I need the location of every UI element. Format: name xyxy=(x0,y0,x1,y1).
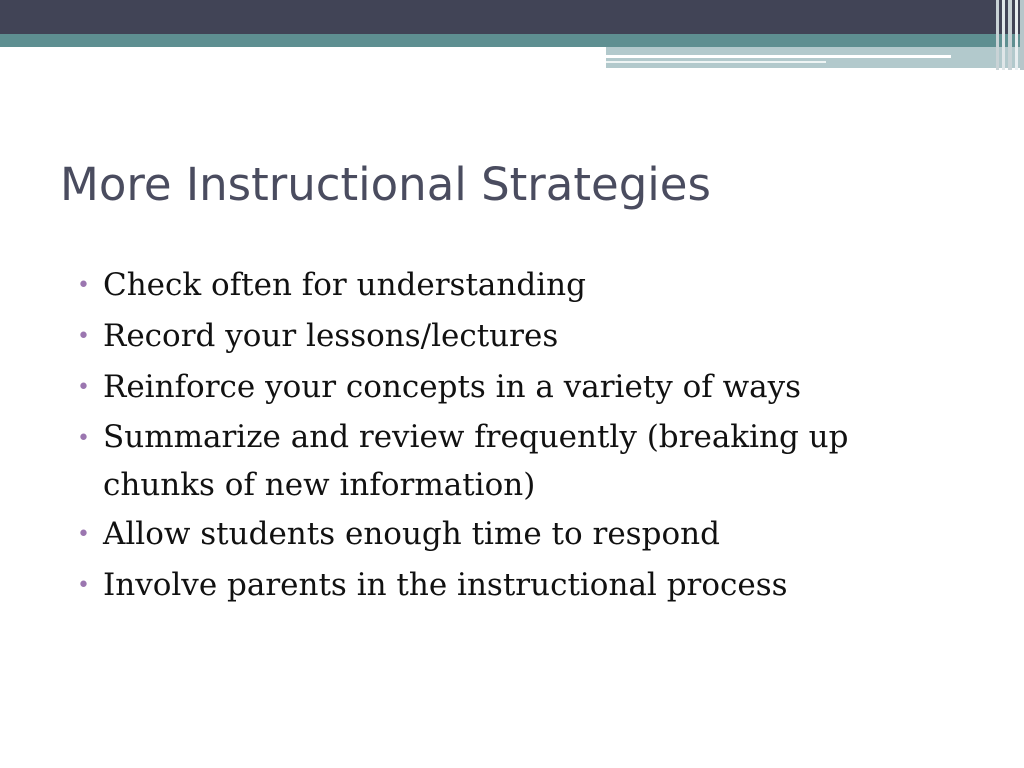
header-pillars-decoration xyxy=(994,0,1024,70)
header-band-dark xyxy=(0,0,1024,34)
header-accent-line-secondary xyxy=(606,61,826,63)
bullet-icon: • xyxy=(77,273,90,298)
bullet-item xyxy=(77,362,957,413)
bullet-item xyxy=(77,509,957,560)
bullet-icon: • xyxy=(77,426,90,451)
bullet-icon: • xyxy=(77,375,90,400)
header-band-teal xyxy=(0,34,1024,47)
bullet-text: Allow students enough time to respond xyxy=(103,516,720,552)
bullet-icon: • xyxy=(77,573,90,598)
bullet-text: Check often for understanding xyxy=(103,267,586,303)
bullet-item xyxy=(77,311,957,362)
bullet-text: Record your lessons/lectures xyxy=(103,318,559,354)
slide-title: More Instructional Strategies xyxy=(60,158,711,211)
bullet-item xyxy=(77,560,957,611)
bullet-text: Summarize and review frequently (breaking up chunks of new information) xyxy=(103,419,849,503)
bullet-item xyxy=(77,413,957,509)
bullet-item xyxy=(77,260,957,311)
bullet-icon: • xyxy=(77,324,90,349)
bullet-list xyxy=(77,260,957,611)
header-accent-line xyxy=(606,55,951,58)
bullet-icon: • xyxy=(77,522,90,547)
bullet-text: Reinforce your concepts in a variety of ways xyxy=(103,369,802,405)
bullet-text: Involve parents in the instructional process xyxy=(103,567,788,603)
